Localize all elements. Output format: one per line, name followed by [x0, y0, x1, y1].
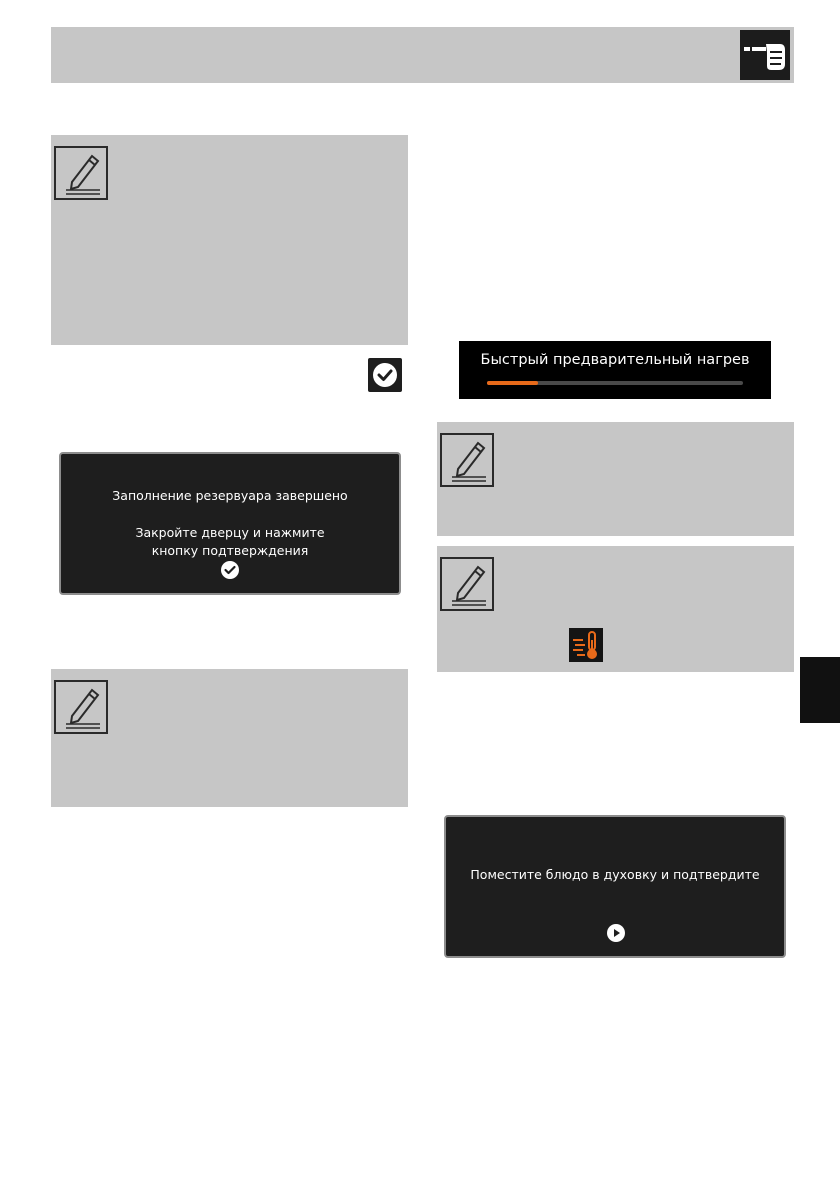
- fill-complete-screen: [59, 452, 401, 595]
- checkmark-circle-icon: [368, 358, 402, 392]
- preheat-label: Быстрый предварительный нагрев: [480, 352, 750, 368]
- pencil-note-icon: [440, 433, 494, 487]
- preheat-progress-fill: [487, 381, 538, 385]
- pencil-note-icon: [440, 557, 494, 611]
- preheat-progress-bar: [487, 381, 743, 385]
- screen-message-line: Поместите блюдо в духовку и подтвердите: [470, 867, 760, 882]
- place-dish-screen: [444, 815, 786, 958]
- fast-preheat-thermometer-icon: [569, 628, 603, 662]
- section-tab-marker: [800, 657, 840, 723]
- page-header-bar: [51, 27, 794, 83]
- screen-message-line: Закройте дверцу и нажмите: [135, 525, 325, 540]
- fast-preheat-display: [459, 341, 771, 399]
- pointing-hand-icon: [740, 30, 790, 80]
- checkmark-circle-icon: [220, 560, 240, 580]
- screen-message-line: кнопку подтверждения: [151, 543, 309, 558]
- pencil-note-icon: [54, 680, 108, 734]
- screen-message-line: Заполнение резервуара завершено: [112, 488, 348, 503]
- play-circle-icon: [606, 923, 626, 943]
- pencil-note-icon: [54, 146, 108, 200]
